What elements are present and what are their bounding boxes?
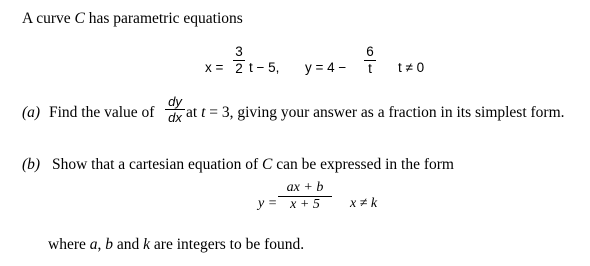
part-a-text-1: Find the value of: [49, 104, 155, 121]
final-sep-1: ,: [97, 236, 106, 253]
part-b-curve-name-c: C: [262, 156, 273, 173]
final-line: [48, 236, 304, 254]
y-equals: y = 4 −: [305, 60, 347, 75]
part-b-text-2: can be expressed in the form: [272, 156, 454, 173]
x-fraction-numerator: 3: [235, 44, 243, 59]
y-fraction-numerator: 6: [366, 44, 374, 59]
final-text-2: and: [113, 236, 144, 253]
t-condition: t ≠ 0: [398, 60, 425, 75]
intro-line: [22, 10, 243, 28]
form-numerator: ax + b: [286, 180, 324, 195]
final-var-a: a: [89, 236, 98, 253]
part-a-text-3: = 3, giving your answer as a fraction in its simplest form.: [205, 104, 565, 121]
final-text-1: where: [48, 236, 90, 253]
intro-text-before: A curve: [22, 10, 75, 27]
x-fraction-denominator: 2: [235, 60, 243, 76]
form-denominator: x + 5: [290, 197, 320, 212]
part-b-label: (b): [22, 156, 41, 173]
part-b-text-1: Show that a cartesian equation of: [51, 156, 262, 173]
derivative-denominator: dx: [168, 110, 182, 125]
x-equals: x =: [205, 60, 224, 75]
y-fraction: [364, 45, 376, 75]
part-b: [22, 156, 454, 174]
y-fraction-denominator: t: [368, 60, 372, 76]
derivative-fraction: [165, 95, 185, 124]
x-fraction: [233, 45, 245, 75]
curve-name-c: C: [74, 10, 85, 27]
x-equation-rest: t − 5,: [249, 60, 280, 75]
form-fraction: [278, 181, 332, 212]
final-text-3: are integers to be found.: [150, 236, 305, 253]
intro-text-after: has parametric equations: [84, 10, 243, 27]
part-a-t-variable: t: [201, 104, 206, 121]
final-var-k: k: [143, 236, 151, 253]
part-a-text-2: at: [186, 104, 202, 121]
final-var-b: b: [105, 236, 113, 253]
part-a-label: (a): [22, 104, 41, 121]
derivative-numerator: dy: [168, 94, 182, 109]
form-lhs: y =: [258, 196, 278, 211]
form-condition: x ≠ k: [350, 196, 378, 211]
part-a-body: [186, 104, 565, 122]
